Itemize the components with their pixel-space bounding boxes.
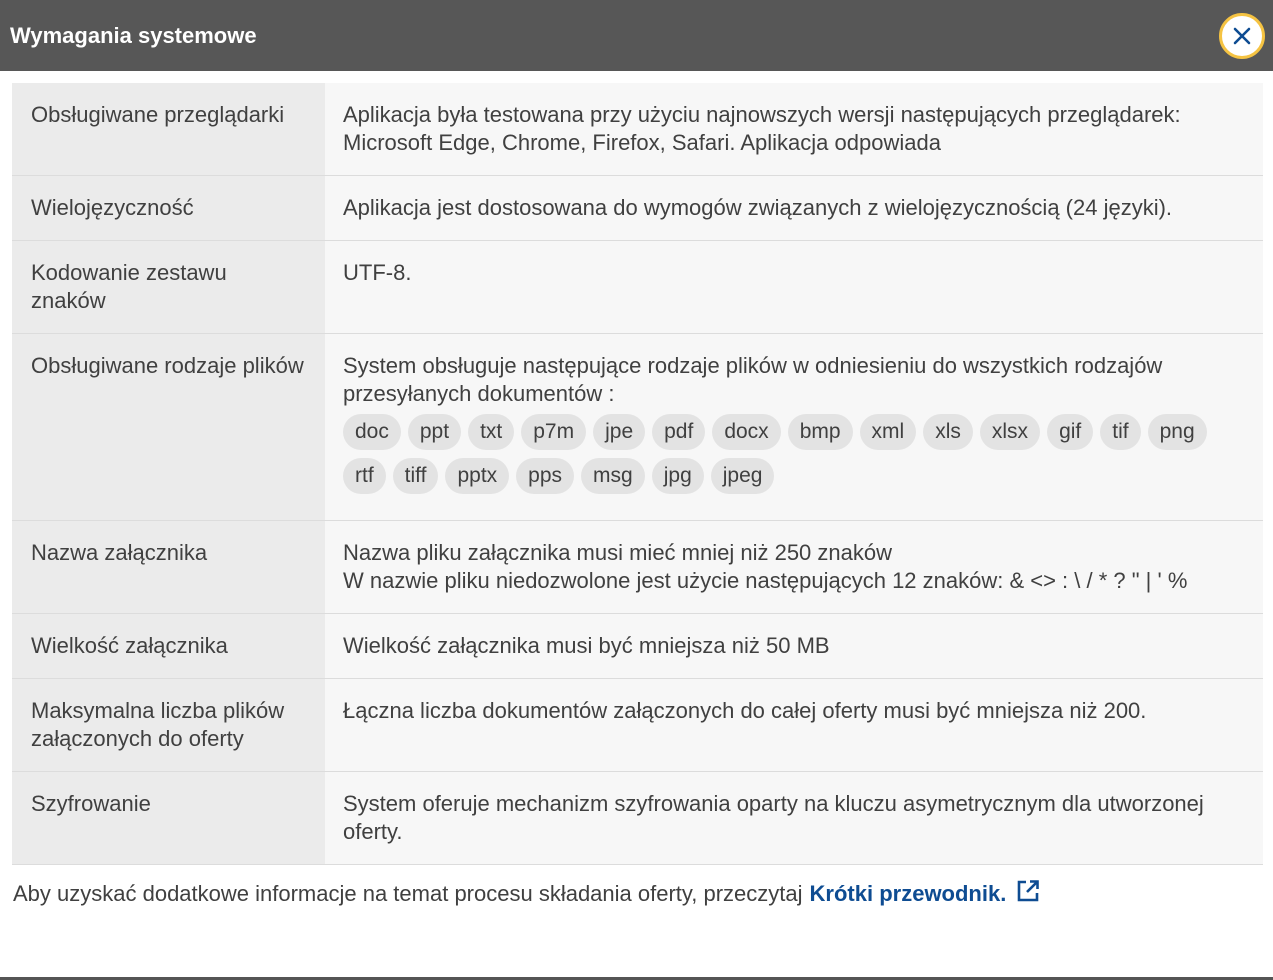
table-row [12, 241, 1263, 334]
dialog-header [0, 0, 1273, 71]
row-label: Obsługiwane rodzaje plików [12, 334, 325, 521]
file-type-chip: pptx [445, 458, 509, 494]
row-value: System obsługuje następujące rodzaje plików w odniesieniu do wszystkich rodzajów przesyłanych dokumentów : [343, 353, 1163, 406]
requirements-table [12, 83, 1263, 865]
row-value: Łączna liczba dokumentów załączonych do całej oferty musi być mniejsza niż 200. [325, 679, 1263, 772]
file-type-chip: ppt [408, 414, 461, 450]
file-type-chip: tiff [393, 458, 439, 494]
table-row [12, 772, 1263, 865]
row-value: Aplikacja była testowana przy użyciu najnowszych wersji następujących przeglądarek: Microsoft Edge, Chrome, Firefox, Safari. Aplikacja odpowiada [325, 83, 1263, 176]
quick-guide-link[interactable]: Krótki przewodnik. [809, 881, 1007, 906]
file-type-chips [343, 414, 1244, 502]
close-icon [1232, 26, 1252, 46]
row-label: Obsługiwane przeglądarki [12, 83, 325, 176]
row-label: Wielkość załącznika [12, 614, 325, 679]
row-label: Maksymalna liczba plików załączonych do oferty [12, 679, 325, 772]
file-type-chip: xml [860, 414, 917, 450]
table-row [12, 679, 1263, 772]
file-type-chip: msg [581, 458, 645, 494]
dialog-footer [0, 865, 1273, 909]
file-type-chip: png [1148, 414, 1207, 450]
row-value-line: Nazwa pliku załącznika musi mieć mniej niż 250 znaków [343, 540, 893, 565]
row-label: Nazwa załącznika [12, 521, 325, 614]
file-type-chip: pps [516, 458, 574, 494]
table-row [12, 614, 1263, 679]
file-type-chip: jpeg [711, 458, 775, 494]
file-type-chip: rtf [343, 458, 386, 494]
file-types-cell [325, 334, 1263, 521]
row-value: Wielkość załącznika musi być mniejsza niż 50 MB [325, 614, 1263, 679]
file-type-chip: p7m [521, 414, 586, 450]
file-type-chip: jpg [652, 458, 704, 494]
table-row [12, 521, 1263, 614]
table-row [12, 334, 1263, 521]
row-label: Szyfrowanie [12, 772, 325, 865]
file-type-chip: docx [712, 414, 780, 450]
attachment-name-cell [325, 521, 1263, 614]
file-type-chip: txt [468, 414, 514, 450]
row-value: Aplikacja jest dostosowana do wymogów związanych z wielojęzycznością (24 języki). [325, 176, 1263, 241]
table-row [12, 83, 1263, 176]
row-value-line: W nazwie pliku niedozwolone jest użycie następujących 12 znaków: & <> : \ / * ? " | ' % [343, 568, 1188, 593]
table-row [12, 176, 1263, 241]
file-type-chip: xlsx [980, 414, 1040, 450]
row-label: Kodowanie zestawu znaków [12, 241, 325, 334]
file-type-chip: tif [1100, 414, 1140, 450]
row-label: Wielojęzyczność [12, 176, 325, 241]
file-type-chip: xls [923, 414, 973, 450]
file-type-chip: doc [343, 414, 401, 450]
row-value: UTF-8. [325, 241, 1263, 334]
external-link-icon[interactable] [1016, 879, 1040, 909]
dialog-body [0, 71, 1273, 865]
dialog-title: Wymagania systemowe [10, 22, 257, 48]
footer-text: Aby uzyskać dodatkowe informacje na temat procesu składania oferty, przeczytaj [13, 881, 803, 906]
close-button[interactable] [1219, 13, 1265, 59]
file-type-chip: pdf [652, 414, 705, 450]
file-type-chip: jpe [593, 414, 645, 450]
file-type-chip: bmp [788, 414, 853, 450]
file-type-chip: gif [1047, 414, 1093, 450]
row-value: System oferuje mechanizm szyfrowania oparty na kluczu asymetrycznym dla utworzonej oferty. [325, 772, 1263, 865]
